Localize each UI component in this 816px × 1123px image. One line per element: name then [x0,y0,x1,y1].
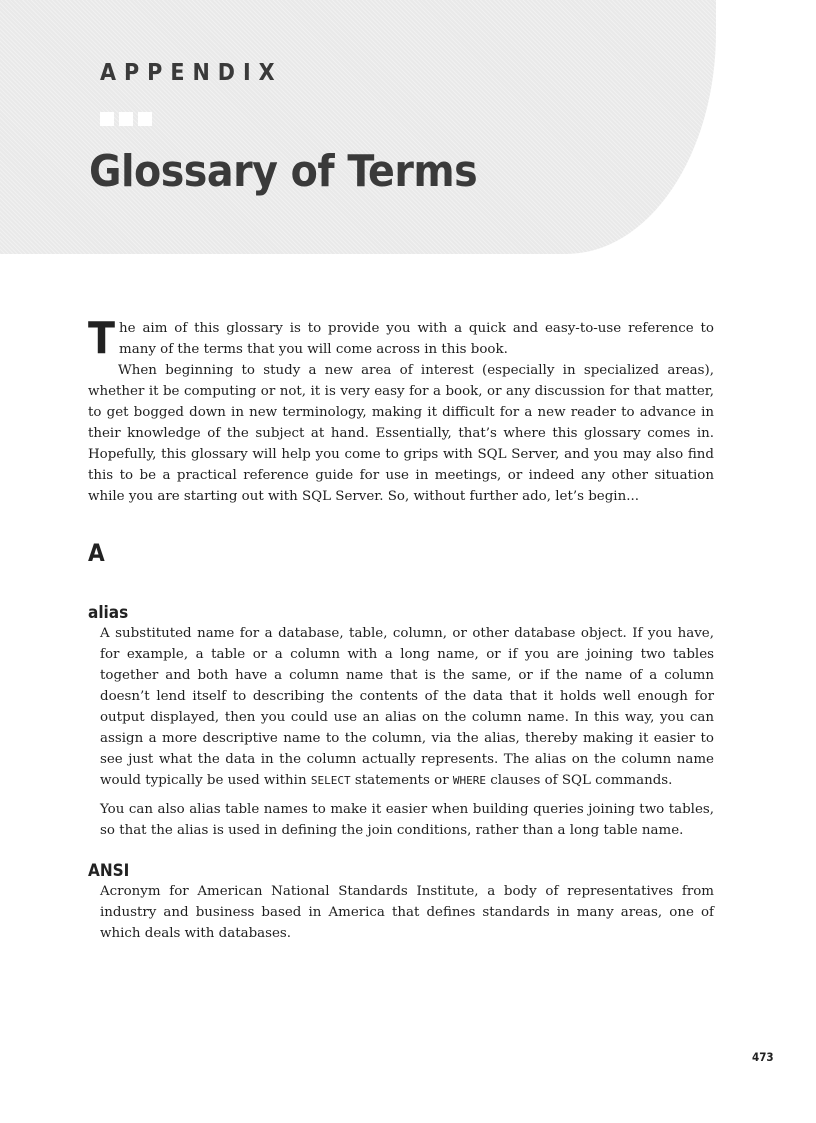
section-heading-a: A [88,539,105,567]
code-keyword-select: SELECT [310,774,351,787]
glossary-term-alias: alias [88,603,129,623]
chapter-header-band [0,0,716,254]
intro-paragraph-2: When beginning to study a new area of interest (especially in specialized areas), whether it be computing or not, it is very easy for a book, or any discussion for that matter, to get bogged down in new terminology, making it difficult for a new reader to advance in their knowledge of the subject at hand. Essentially, that’s where this glossary comes in. Hopefully, this glossary will help you come to grips with SQL Server, and you may also find this to be a practical reference guide for use in meetings, or indeed any other situation while you are starting out with SQL Server. So, without further ado, let’s begin... [88,363,714,504]
glossary-definition-ansi [88,881,714,944]
glossary-term-ansi: ANSI [88,861,130,881]
appendix-label: APPENDIX [100,60,283,86]
definition-paragraph: You can also alias table names to make it easier when building queries joining two tables, so that the alias is used in defining the join conditions, rather than a long table name. [100,802,714,838]
intro-paragraph-1: The aim of this glossary is to provide you with a quick and easy-to-use reference to many of the terms that you will come across in this book. [88,313,714,364]
chapter-title: Glossary of Terms [89,146,478,197]
header-ornament [100,112,152,126]
page-body [88,313,714,944]
code-keyword-where: WHERE [452,774,486,787]
page-number: 473 [752,1050,774,1064]
ornament-square [100,112,114,126]
definition-text: A substituted name for a database, table, column, or other database object. If you have, for example, a table or a column with a long name, or if you are joining two tables together and both have a column name that is the same, or if the name of a column doesn’t lend itself to describing the contents of the data that it holds well enough for output displayed, then you could use an alias on the column name. In this way, you can assign a more descriptive name to the column, via the alias, thereby making it easier to see just what the data in the column actually represents. The alias on the column name would typically be used within [100,626,714,788]
definition-text: clauses of SQL commands. [486,773,673,788]
definition-text: statements or [350,773,453,788]
glossary-definition-alias [88,623,714,841]
definition-paragraph: Acronym for American National Standards Institute, a body of representatives from industry and business based in America that defines standards in many areas, one of which deals with databases. [100,884,714,941]
ornament-square [119,112,133,126]
ornament-square [138,112,152,126]
definition-paragraph [100,623,714,791]
